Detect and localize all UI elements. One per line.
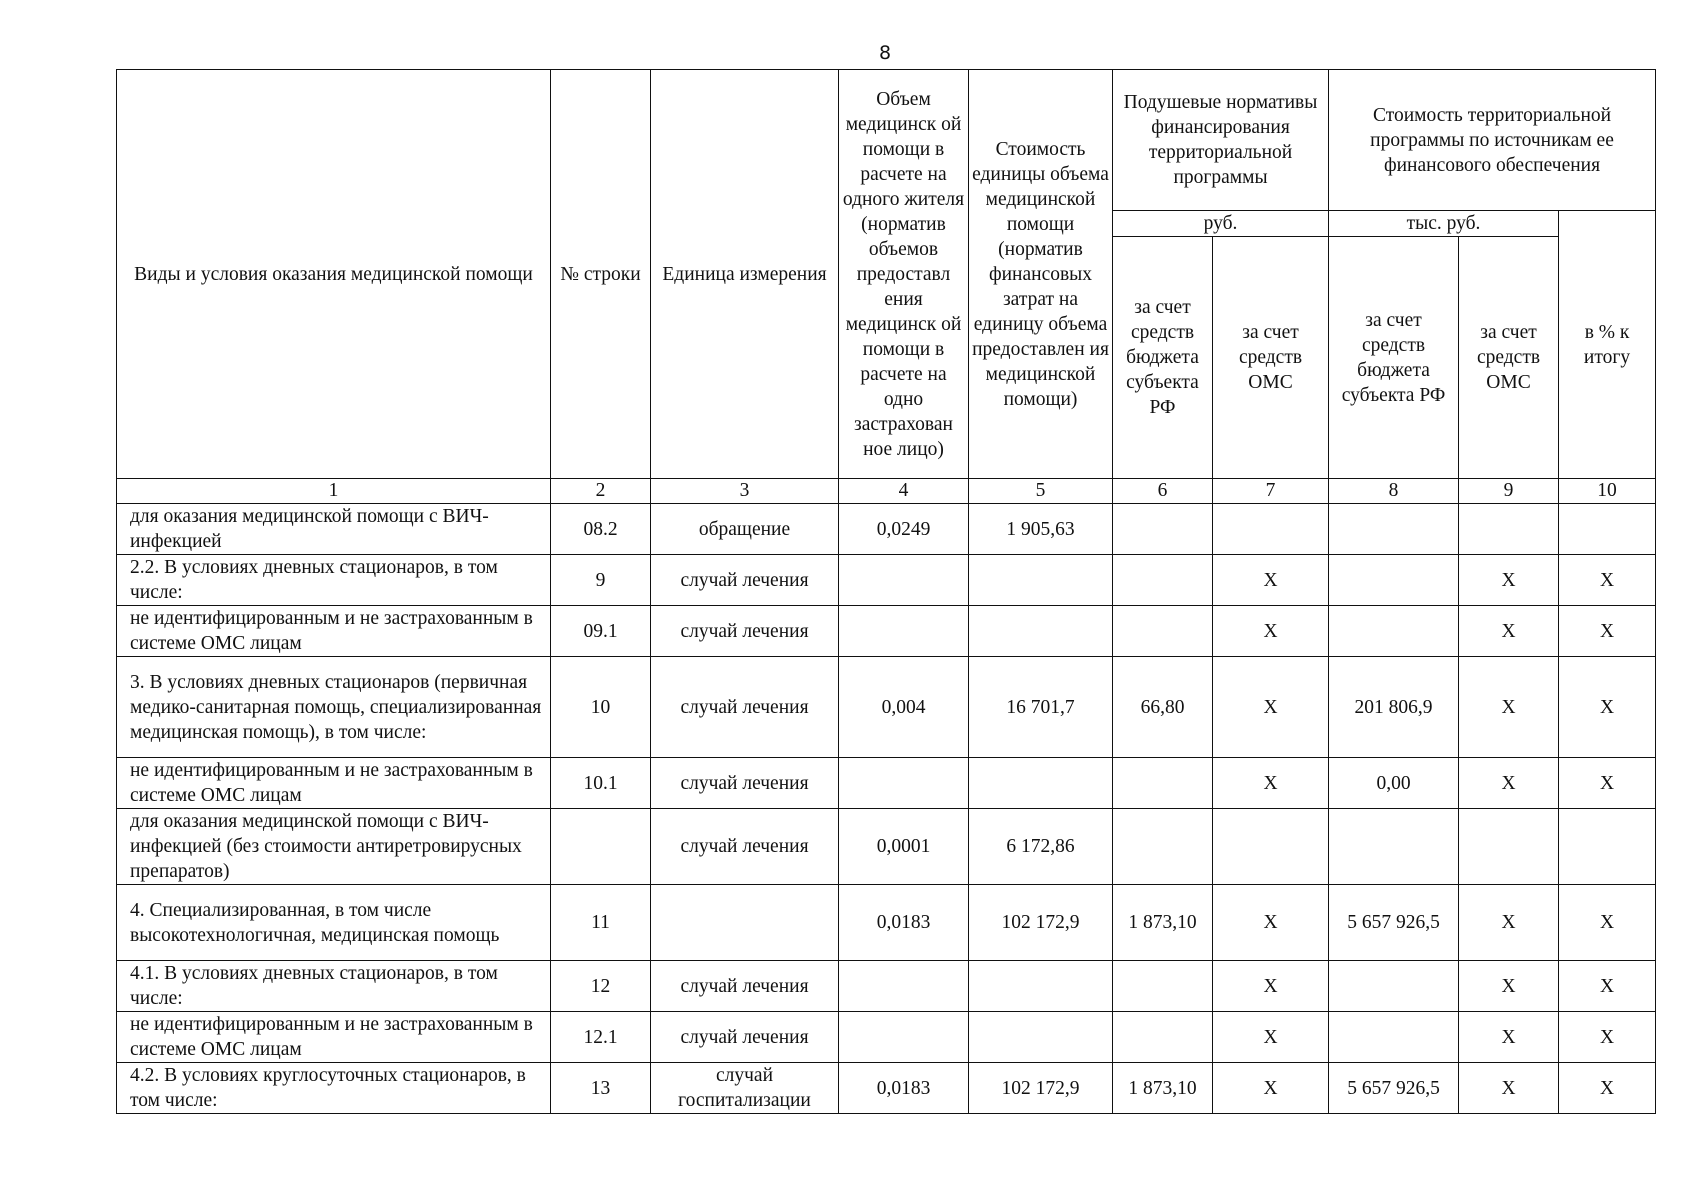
row-unit: случай госпитализации [651, 1063, 839, 1114]
row-oms: X [1213, 606, 1329, 657]
header-thousand-rub: тыс. руб. [1329, 211, 1559, 237]
row-volume [839, 961, 969, 1012]
column-number: 4 [839, 479, 969, 504]
row-percent: X [1559, 1063, 1656, 1114]
row-oms-total: X [1459, 758, 1559, 809]
row-percent: X [1559, 606, 1656, 657]
row-budget-rf-total: 5 657 926,5 [1329, 885, 1459, 961]
row-unit: случай лечения [651, 606, 839, 657]
row-oms: X [1213, 758, 1329, 809]
row-kind: не идентифицированным и не застрахованным в системе ОМС лицам [117, 606, 551, 657]
row-volume [839, 555, 969, 606]
row-budget-rf [1113, 809, 1213, 885]
column-number: 7 [1213, 479, 1329, 504]
column-number-row [117, 479, 1656, 504]
row-cost-unit: 6 172,86 [969, 809, 1113, 885]
row-cost-unit [969, 1012, 1113, 1063]
row-budget-rf-total: 201 806,9 [1329, 657, 1459, 758]
row-cost-unit: 102 172,9 [969, 1063, 1113, 1114]
row-percent: X [1559, 657, 1656, 758]
row-volume [839, 1012, 969, 1063]
row-number: 9 [551, 555, 651, 606]
table-row [117, 961, 1656, 1012]
header-oms-2: за счет средств ОМС [1459, 237, 1559, 479]
row-budget-rf [1113, 1012, 1213, 1063]
row-volume: 0,0183 [839, 1063, 969, 1114]
row-oms: X [1213, 657, 1329, 758]
column-number: 2 [551, 479, 651, 504]
column-number: 10 [1559, 479, 1656, 504]
row-volume: 0,0249 [839, 504, 969, 555]
table-row [117, 606, 1656, 657]
row-unit [651, 885, 839, 961]
row-budget-rf: 1 873,10 [1113, 1063, 1213, 1114]
table-row [117, 504, 1656, 555]
row-volume: 0,0001 [839, 809, 969, 885]
row-oms-total: X [1459, 1012, 1559, 1063]
row-unit: случай лечения [651, 758, 839, 809]
row-percent: X [1559, 758, 1656, 809]
row-unit: случай лечения [651, 809, 839, 885]
row-oms-total: X [1459, 555, 1559, 606]
row-kind: 4. Специализированная, в том числе высокотехнологичная, медицинская помощь [117, 885, 551, 961]
header-cost-unit: Стоимость единицы объема медицинской помощи (норматив финансовых затрат на единицу объема предоставлен ия медицинской помощи) [969, 70, 1113, 479]
row-oms: X [1213, 1012, 1329, 1063]
table-row [117, 657, 1656, 758]
row-volume [839, 606, 969, 657]
row-oms: X [1213, 885, 1329, 961]
row-oms-total: X [1459, 961, 1559, 1012]
column-number: 3 [651, 479, 839, 504]
row-percent [1559, 809, 1656, 885]
header-program-cost: Стоимость территориальной программы по источникам ее финансового обеспечения [1329, 70, 1656, 211]
table-row [117, 758, 1656, 809]
column-number: 1 [117, 479, 551, 504]
row-unit: случай лечения [651, 657, 839, 758]
row-unit: случай лечения [651, 1012, 839, 1063]
row-cost-unit: 1 905,63 [969, 504, 1113, 555]
row-budget-rf-total: 0,00 [1329, 758, 1459, 809]
row-oms-total: X [1459, 885, 1559, 961]
row-budget-rf-total: 5 657 926,5 [1329, 1063, 1459, 1114]
table-row [117, 555, 1656, 606]
row-kind: не идентифицированным и не застрахованным в системе ОМС лицам [117, 1012, 551, 1063]
row-budget-rf-total [1329, 606, 1459, 657]
row-percent: X [1559, 961, 1656, 1012]
row-oms: X [1213, 555, 1329, 606]
header-per-capita: Подушевые нормативы финансирования территориальной программы [1113, 70, 1329, 211]
page-number: 8 [878, 42, 892, 64]
column-number: 9 [1459, 479, 1559, 504]
row-oms-total [1459, 809, 1559, 885]
row-budget-rf-total [1329, 809, 1459, 885]
header-unit: Единица измерения [651, 70, 839, 479]
row-volume: 0,0183 [839, 885, 969, 961]
row-budget-rf [1113, 606, 1213, 657]
row-budget-rf-total [1329, 961, 1459, 1012]
row-kind: 2.2. В условиях дневных стационаров, в том числе: [117, 555, 551, 606]
row-cost-unit [969, 555, 1113, 606]
column-number: 6 [1113, 479, 1213, 504]
row-number: 12 [551, 961, 651, 1012]
row-oms: X [1213, 961, 1329, 1012]
table-row [117, 809, 1656, 885]
row-number: 08.2 [551, 504, 651, 555]
header-budget-rf-2: за счет средств бюджета субъекта РФ [1329, 237, 1459, 479]
row-budget-rf [1113, 504, 1213, 555]
row-budget-rf-total [1329, 504, 1459, 555]
column-number: 8 [1329, 479, 1459, 504]
row-number: 09.1 [551, 606, 651, 657]
row-oms [1213, 809, 1329, 885]
row-cost-unit: 16 701,7 [969, 657, 1113, 758]
row-budget-rf-total [1329, 555, 1459, 606]
row-budget-rf: 1 873,10 [1113, 885, 1213, 961]
row-cost-unit: 102 172,9 [969, 885, 1113, 961]
table-row [117, 1012, 1656, 1063]
row-oms-total: X [1459, 1063, 1559, 1114]
row-number: 13 [551, 1063, 651, 1114]
row-unit: случай лечения [651, 555, 839, 606]
row-budget-rf: 66,80 [1113, 657, 1213, 758]
row-volume [839, 758, 969, 809]
row-kind: 4.2. В условиях круглосуточных стационаров, в том числе: [117, 1063, 551, 1114]
header-row-no: № строки [551, 70, 651, 479]
row-volume: 0,004 [839, 657, 969, 758]
row-percent: X [1559, 555, 1656, 606]
header-rub: руб. [1113, 211, 1329, 237]
row-number: 10.1 [551, 758, 651, 809]
row-kind: 4.1. В условиях дневных стационаров, в том числе: [117, 961, 551, 1012]
row-cost-unit [969, 606, 1113, 657]
row-budget-rf [1113, 555, 1213, 606]
header-volume: Объем медицинск ой помощи в расчете на одного жителя (норматив объемов предоставл ения медицинск ой помощи в расчете на одно застрахован ное лицо) [839, 70, 969, 479]
header-kinds: Виды и условия оказания медицинской помощи [117, 70, 551, 479]
row-number [551, 809, 651, 885]
row-unit: случай лечения [651, 961, 839, 1012]
row-number: 12.1 [551, 1012, 651, 1063]
row-oms-total [1459, 504, 1559, 555]
row-budget-rf-total [1329, 1012, 1459, 1063]
row-cost-unit [969, 758, 1113, 809]
header-budget-rf: за счет средств бюджета субъекта РФ [1113, 237, 1213, 479]
row-number: 10 [551, 657, 651, 758]
row-kind: для оказания медицинской помощи с ВИЧ-инфекцией (без стоимости антиретровирусных препаратов) [117, 809, 551, 885]
row-budget-rf [1113, 961, 1213, 1012]
row-percent: X [1559, 885, 1656, 961]
row-budget-rf [1113, 758, 1213, 809]
row-oms [1213, 504, 1329, 555]
row-oms-total: X [1459, 606, 1559, 657]
row-cost-unit [969, 961, 1113, 1012]
row-number: 11 [551, 885, 651, 961]
row-oms-total: X [1459, 657, 1559, 758]
table-row [117, 885, 1656, 961]
row-kind: не идентифицированным и не застрахованным в системе ОМС лицам [117, 758, 551, 809]
column-number: 5 [969, 479, 1113, 504]
header-oms: за счет средств ОМС [1213, 237, 1329, 479]
row-percent [1559, 504, 1656, 555]
row-kind: 3. В условиях дневных стационаров (первичная медико-санитарная помощь, специализированная медицинская помощь), в том числе: [117, 657, 551, 758]
row-kind: для оказания медицинской помощи с ВИЧ-инфекцией [117, 504, 551, 555]
header-percent: в % к итогу [1559, 211, 1656, 479]
financing-table [116, 69, 1656, 1114]
row-unit: обращение [651, 504, 839, 555]
row-oms: X [1213, 1063, 1329, 1114]
row-percent: X [1559, 1012, 1656, 1063]
table-row [117, 1063, 1656, 1114]
